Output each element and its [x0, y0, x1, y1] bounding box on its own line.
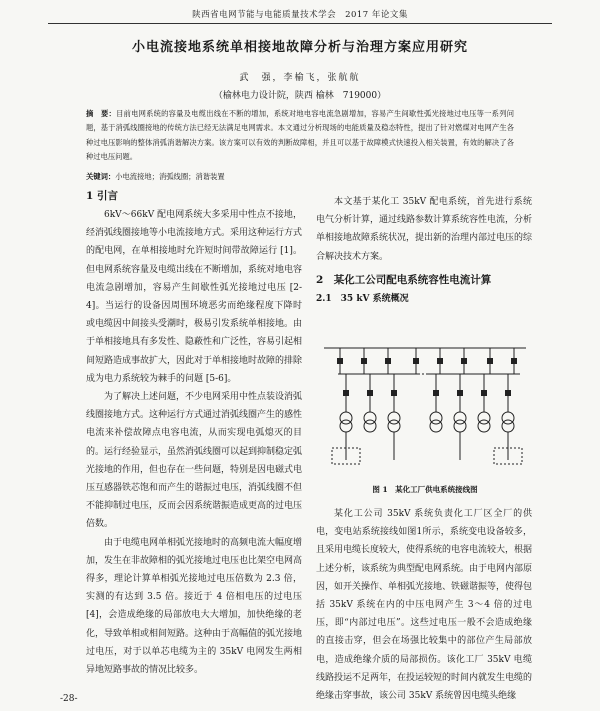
transformer-winding	[478, 420, 490, 432]
running-header-text: 陕西省电网节能与电能质量技术学会 2017 年论文集	[192, 10, 408, 20]
switch-symbol	[481, 390, 487, 396]
abstract	[86, 107, 514, 164]
figure-1-wiring-diagram	[318, 340, 532, 476]
paper-affiliation: （榆林电力设计院，陕西 榆林 719000）	[213, 91, 387, 101]
section-1-heading: 1 引言	[86, 190, 118, 202]
abstract-text: 目前电网系统的容量及电缆出线在不断的增加，系统对地电容电流急剧增加，容易产生间歇性弧光接地过电压等一系列问题，基于消弧线圈接地的传统方法已经无法满足电网需求。本文通过分析现场的电能质量及稳态特性，提出了针对燃煤对电网产生各种过电压影响的整体消弧消谐解决方案。该方案可以有效的判断故障相，并且可以基于故障模式快速投入相关装置，有效的解决了各种过电压问题。	[86, 109, 515, 161]
keywords	[86, 172, 514, 182]
switch-symbol	[385, 358, 391, 364]
switch-symbol	[437, 358, 443, 364]
abstract-label: 摘 要：	[86, 109, 117, 118]
transformer-winding	[430, 420, 442, 432]
transformer-winding	[340, 420, 352, 432]
paper-title: 小电流接地系统单相接地故障分析与治理方案应用研究	[131, 40, 468, 55]
transformer-winding	[502, 420, 514, 432]
page-number: -28-	[60, 694, 78, 704]
section-1-paragraph: 由于电缆电网单相弧光接地时的高频电流大幅度增加，发生在非故障相的弧光接地过电压也比架空电网高得多，理论计算单相弧光接地过电压倍数为 2.3 倍，实测的有达到 3.5 倍。接近于 4 倍相电压的过电压 [4]，会造成绝缘的局部放电大大增加，加快绝缘的老化，导致单相或相间短路。这种由于高幅值的弧光接地过电压，对于以单芯电缆为主的 35kV 电网发生两相异地短路事故的情况比较多。	[86, 537, 303, 676]
right-body-paragraph: 某化工公司 35kV 系统负责化工厂区全厂的供电，变电站系统接线如图1所示，系统变电设备较多，且采用电缆长度较大，使得系统的电容电流较大，根据上述分析，该系统为典型配电网系统。由于电网内部原因，如开关操作、单相弧光接地、铁磁谐振等，使得包括 35kV 系统在内的中压电网产生 3～4 倍的过电压，即“内部过电压”。这些过电压一般不会造成绝缘的直接击穿，但会在场强比较集中的部位产生局部放电，造成绝缘介质的局部损伤。该化工厂 35kV 电缆线路投运不足两年，在投运较短的时间内就发生电缆的绝缘击穿事故，该公司 35kV 系统曾因电缆头绝缘	[316, 509, 533, 702]
right-column-body	[316, 505, 532, 705]
figure-1-caption: 图 1 某化工厂供电系统接线图	[372, 485, 478, 494]
section-1-paragraph: 6kV～66kV 配电网系统大多采用中性点不接地，经消弧线圈接地等小电流接地方式。采用这种运行方式的配电网，在单相接地时允许短时间带故障运行 [1]。但电网系统容量及电缆出线在不断增加，系统对地电容电流急剧增加，容易产生间歇性弧光接地过电压 [2-4]。当运行的设备因周围环境恶劣而绝缘程度下降时或电缆因中间接头受潮时，极易引发系统单相接地。由于单相接地具有多发性、隐蔽性和广泛性，容易引起相间短路造成事故扩大，因此对于单相接地时故障的排除成为电力系统较为棘手的问题 [5-6]。	[86, 210, 303, 384]
switch-symbol	[337, 358, 343, 364]
transformer-winding	[388, 420, 400, 432]
switch-symbol	[391, 390, 397, 396]
keywords-text: 小电流接地；消弧线圈；消谐装置	[115, 172, 225, 181]
switch-symbol	[433, 390, 439, 396]
right-intro-paragraph: 本文基于某化工 35kV 配电系统，首先进行系统电气分析计算，通过线路参数计算系统容性电流，分析单相接地故障系统状况，提出新的治理内部过电压的综合解决技术方案。	[316, 197, 533, 262]
left-column	[86, 186, 302, 679]
switch-symbol	[367, 390, 373, 396]
transformer-winding	[454, 420, 466, 432]
switch-symbol	[413, 358, 419, 364]
switch-symbol	[487, 358, 493, 364]
section-2-1-heading: 2.1 35 kV 系统概况	[316, 293, 409, 304]
running-header	[0, 0, 600, 24]
header-rule	[48, 23, 552, 24]
switch-symbol	[511, 358, 517, 364]
section-1-paragraph: 为了解决上述问题，不少电网采用中性点装设消弧线圈接地方式。这种运行方式通过消弧线圈产生的感性电流来补偿故障点电容电流，从而实现电弧熄灭的目的。运行经验显示，虽然消弧线圈可以起到抑制稳定弧光接地的作用，但也存在一些问题，特别是因电磁式电压互感器铁芯饱和而产生的谐振过电压，消弧线圈不但不能抑制过电压，反而会因系统谐振造成更高的过电压倍数。	[86, 392, 303, 530]
switch-symbol	[361, 358, 367, 364]
switch-symbol	[343, 390, 349, 396]
switch-symbol	[505, 390, 511, 396]
switch-symbol	[461, 358, 467, 364]
section-2-heading: 2 某化工公司配电系统容性电流计算	[316, 273, 492, 286]
paper-authors: 武 强，李榆飞，张航航	[239, 73, 361, 83]
right-column	[316, 193, 532, 308]
switch-symbol	[457, 390, 463, 396]
transformer-winding	[364, 420, 376, 432]
keywords-label: 关键词：	[86, 172, 116, 181]
